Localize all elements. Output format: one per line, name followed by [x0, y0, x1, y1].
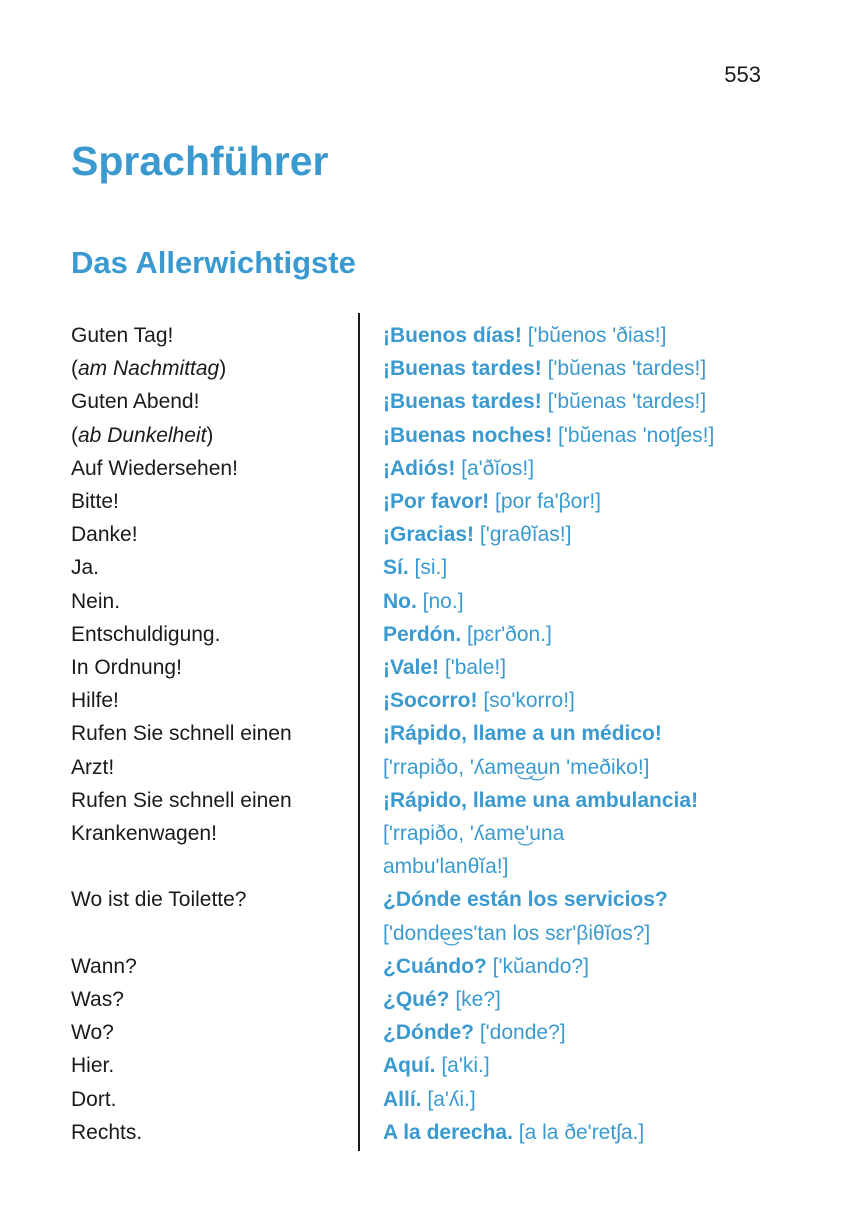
page-number: 553 [724, 62, 761, 87]
phrase-row [71, 585, 791, 618]
page-title: Sprachführer [71, 138, 329, 184]
german-phrase [71, 817, 383, 850]
phrase-row [71, 917, 791, 950]
phrase-row [71, 1049, 791, 1082]
spanish-phrase [383, 684, 791, 717]
phrase-table [71, 319, 791, 1149]
phrase-row [71, 817, 791, 850]
pronunciation: ['graθĭas!] [479, 523, 572, 547]
phrase-row [71, 1016, 791, 1049]
spanish-text: ¡Buenas noches! [383, 423, 553, 447]
pronunciation: ['donde?] [479, 1021, 566, 1045]
phrase-row [71, 950, 791, 983]
german-phrase [71, 585, 383, 618]
german-text: Rechts. [71, 1120, 143, 1144]
german-phrase [71, 385, 383, 418]
pronunciation: ['bŭenas 'tardes!] [547, 390, 707, 414]
german-phrase [71, 452, 383, 485]
spanish-text: ¿Cuándo? [383, 954, 487, 978]
german-phrase [71, 950, 383, 983]
phrase-row [71, 983, 791, 1016]
pronunciation: [so'korro!] [483, 689, 575, 713]
spanish-text: ¡Socorro! [383, 689, 478, 713]
german-phrase [71, 551, 383, 584]
german-text: Ja. [71, 556, 100, 580]
spanish-text: ¡Buenas tardes! [383, 390, 542, 414]
german-text: Auf Wiedersehen! [71, 456, 238, 480]
spanish-phrase [383, 385, 791, 418]
pronunciation: ['bŭenos 'ðias!] [527, 324, 667, 347]
german-phrase [71, 1083, 383, 1116]
pronunciation: [pɛr'ðon.] [467, 622, 552, 646]
phrase-row [71, 419, 791, 452]
german-text: Hier. [71, 1054, 115, 1078]
spanish-phrase [383, 585, 791, 618]
spanish-phrase [383, 983, 791, 1016]
german-phrase [71, 1049, 383, 1082]
pronunciation: [no.] [422, 589, 464, 613]
spanish-phrase [383, 485, 791, 518]
phrase-row [71, 618, 791, 651]
spanish-phrase [383, 917, 791, 950]
spanish-phrase [383, 452, 791, 485]
german-phrase [71, 717, 383, 750]
phrase-row [71, 485, 791, 518]
german-phrase [71, 684, 383, 717]
pronunciation: [a la ðe'retʃa.] [518, 1120, 645, 1144]
phrase-row [71, 751, 791, 784]
spanish-phrase [383, 419, 791, 452]
section-heading: Das Allerwichtigste [71, 245, 356, 280]
spanish-text: No. [383, 589, 417, 613]
german-phrase [71, 651, 383, 684]
phrase-row [71, 717, 791, 750]
german-text: Nein. [71, 589, 121, 613]
phrase-row [71, 352, 791, 385]
phrase-row [71, 319, 791, 352]
german-paren-open: ( [71, 357, 78, 381]
german-phrase [71, 1016, 383, 1049]
german-paren-close: ) [206, 423, 214, 447]
pronunciation: ambu'lanθĭa!] [383, 855, 509, 879]
german-text: Bitte! [71, 490, 119, 514]
pronunciation: [a'ðĭos!] [461, 456, 535, 480]
spanish-text: ¿Qué? [383, 988, 450, 1012]
german-text: Arzt! [71, 755, 115, 779]
german-phrase [71, 618, 383, 651]
pronunciation: ['bale!] [444, 656, 507, 680]
pronunciation: ['donde͜es'tan los sɛr'βiθĭos?] [383, 921, 651, 945]
spanish-phrase [383, 319, 791, 352]
pronunciation: [ke?] [455, 988, 501, 1012]
spanish-phrase [383, 1083, 791, 1116]
german-text: Wann? [71, 954, 137, 978]
phrase-row [71, 1116, 791, 1149]
german-phrase [71, 518, 383, 551]
german-phrase [71, 751, 383, 784]
phrase-row [71, 551, 791, 584]
german-context-note: am Nachmittag [78, 357, 220, 381]
phrase-row [71, 651, 791, 684]
spanish-phrase [383, 717, 791, 750]
spanish-text: Aquí. [383, 1054, 436, 1078]
spanish-phrase [383, 751, 791, 784]
german-phrase [71, 352, 383, 385]
german-text: Guten Tag! [71, 324, 174, 347]
spanish-phrase [383, 518, 791, 551]
spanish-phrase [383, 817, 791, 850]
german-text: Wo? [71, 1021, 114, 1045]
german-paren-close: ) [219, 357, 227, 381]
spanish-text: Sí. [383, 556, 409, 580]
spanish-text: ¡Vale! [383, 656, 440, 680]
spanish-phrase [383, 551, 791, 584]
german-phrase [71, 983, 383, 1016]
pronunciation: [a'ʎi.] [427, 1087, 476, 1111]
pronunciation: ['bŭenas 'notʃes!] [558, 423, 715, 447]
spanish-phrase [383, 352, 791, 385]
spanish-phrase [383, 1116, 791, 1149]
phrase-row [71, 452, 791, 485]
german-phrase [71, 485, 383, 518]
phrase-row [71, 1083, 791, 1116]
german-text: Danke! [71, 523, 138, 547]
german-text: Guten Abend! [71, 390, 200, 414]
german-text: Wo ist die Toilette? [71, 888, 247, 912]
german-phrase [71, 850, 383, 883]
spanish-text: ¿Dónde están los servicios? [383, 888, 668, 912]
german-text: Was? [71, 988, 124, 1012]
spanish-text: A la derecha. [383, 1120, 513, 1144]
phrase-row [71, 883, 791, 916]
spanish-text: ¡Rápido, llame a un médico! [383, 722, 662, 746]
spanish-text: ¿Dónde? [383, 1021, 474, 1045]
phrase-row [71, 518, 791, 551]
german-text: Entschuldigung. [71, 622, 221, 646]
german-context-note: ab Dunkelheit [78, 423, 207, 447]
pronunciation: ['rrapiðo, 'ʎame͜a͜un 'meðiko!] [383, 755, 650, 779]
german-text: Dort. [71, 1087, 117, 1111]
pronunciation: [a'ki.] [441, 1054, 490, 1078]
german-phrase [71, 784, 383, 817]
pronunciation: ['rrapiðo, 'ʎame͜'una [383, 822, 565, 846]
spanish-phrase [383, 950, 791, 983]
spanish-text: ¡Adiós! [383, 456, 456, 480]
german-text: Rufen Sie schnell einen [71, 722, 292, 746]
pronunciation: ['bŭenas 'tardes!] [547, 357, 707, 381]
pronunciation: ['kŭando?] [492, 954, 589, 978]
pronunciation: [por fa'βor!] [495, 490, 601, 514]
german-text: Hilfe! [71, 689, 119, 713]
spanish-text: Perdón. [383, 622, 462, 646]
german-phrase [71, 917, 383, 950]
german-phrase [71, 419, 383, 452]
german-text: Rufen Sie schnell einen [71, 788, 292, 812]
german-phrase [71, 1116, 383, 1149]
phrase-row [71, 784, 791, 817]
german-paren-open: ( [71, 423, 78, 447]
phrase-row [71, 684, 791, 717]
german-text: Krankenwagen! [71, 822, 217, 846]
spanish-phrase [383, 784, 791, 817]
spanish-text: ¡Buenas tardes! [383, 357, 542, 381]
spanish-text: ¡Rápido, llame una ambulancia! [383, 788, 699, 812]
spanish-text: ¡Buenos días! [383, 324, 522, 347]
german-phrase [71, 883, 383, 916]
german-phrase [71, 319, 383, 352]
spanish-phrase [383, 651, 791, 684]
pronunciation: [si.] [414, 556, 448, 580]
german-text: In Ordnung! [71, 656, 182, 680]
spanish-phrase [383, 1049, 791, 1082]
spanish-text: ¡Gracias! [383, 523, 475, 547]
phrase-row [71, 850, 791, 883]
spanish-phrase [383, 1016, 791, 1049]
spanish-phrase [383, 618, 791, 651]
spanish-text: ¡Por favor! [383, 490, 490, 514]
spanish-phrase [383, 850, 791, 883]
phrase-row [71, 385, 791, 418]
spanish-phrase [383, 883, 791, 916]
spanish-text: Allí. [383, 1087, 422, 1111]
